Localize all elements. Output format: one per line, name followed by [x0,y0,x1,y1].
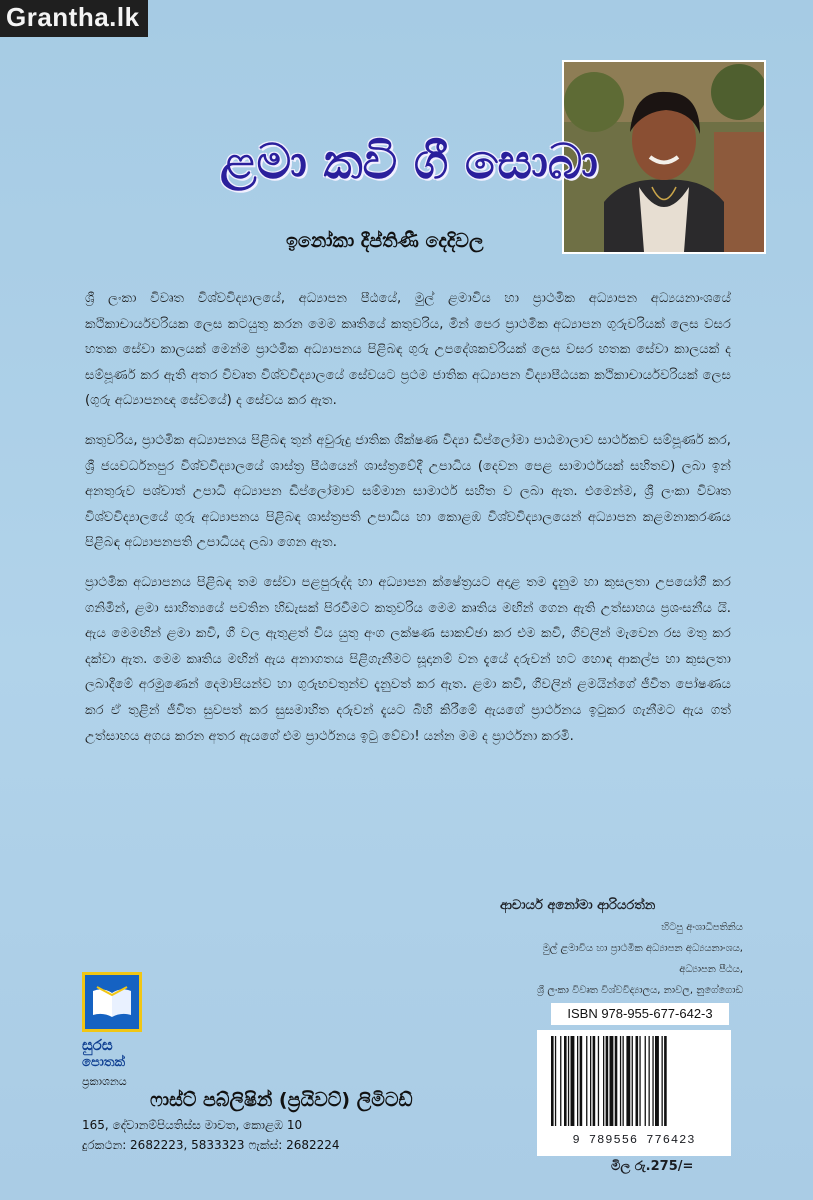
book-author: ඉනෝකා දීප්තිණී දෙදිවල [286,230,484,252]
publisher-name: ෆාස්ට් පබ්ලිෂින් (ප්‍රයිවට්) ලිමිටඩ් [150,1089,413,1111]
signatory-faculty: අධ්‍යාපන පීඨය, [679,964,743,975]
signatory-university: ශ්‍රී ලංකා විවෘත විශ්වවිද්‍යාලය, නාවල, නුගේගොඩ [537,985,743,996]
publisher-brand-line2: පොතක් [82,1055,126,1070]
signatory-name: ආචාර්ය අනෝමා ආරියරත්න [500,898,656,913]
publisher-label: ප්‍රකාශනය [82,1075,127,1088]
signatory-title: හිටපු අංශාධිපතිනිය [661,922,743,933]
barcode-number: 9 789556 776423 [572,1133,696,1147]
signatory-department: මුල් ළමාවිය හා ප්‍රාථමික අධ්‍යාපන අධ්‍යයනාංශය, [542,943,743,954]
price: මිල රු.275/= [611,1159,694,1174]
publisher-address: 165, දේවානම්පියතිස්ස මාවත, කොළඹ 10 [82,1118,303,1132]
publisher-brand-line1: සුරස [82,1036,113,1054]
publisher-phone: දුරකථන: 2682223, 5833323 ෆැක්ස්: 2682224 [82,1138,340,1152]
blurb [85,286,731,763]
blurb-paragraph: ශ්‍රී ලංකා විවෘත විශ්වවිද්‍යාලයේ, අධ්‍යාපන පීඨයේ, මුල් ළමාවිය හා ප්‍රාථමික අධ්‍යාපන අධ්‍යයනාංශයේ කථිකාචාර්යවරියක ලෙස කටයුතු කරන මෙම කෘතියේ කතුවරිය, මින් පෙර ප්‍රාථමික අධ්‍යාපන ගුරුවරියක් ලෙස වසර හතක සේවා කාලයක් මෙන්ම ප්‍රාථමික අධ්‍යාපනය පිළිබඳ ගුරු උපදේශකවරියක් ලෙස වසර හතක සේවා කාලයක් ද සම්පූර්ණ කර ඇති අතර විවෘත විශ්වවිද්‍යාලයේ සේවයට ප්‍රථම ජාතික අධ්‍යාපන විද්‍යාපීඨයක කථිකාචාර්යවරියක් ලෙස (ගුරු අධ්‍යාපනඥ සේවයේ) ද සේවය කර ඇත. [85,291,731,409]
blurb-paragraph: ප්‍රාථමික අධ්‍යාපනය පිළිබඳ තම සේවා පළපුරුද්ද හා අධ්‍යාපන ක්ෂේත්‍රයට අදාළ තම දැනුම හා කුසලතා උපයෝගී කර ගනිමින්, ළමා සාහිත්‍යයේ පවතින හිඩැසක් පිරවීමට කතුවරිය මෙම කෘතිය මඟින් ගෙන ඇති උත්සාහය ප්‍රශංසනීය යි. ඇය මෙමඟින් ළමා කවි, ගී වල ඇතුළත් විය යුතු අංග ලක්ෂණ සාකච්ඡා කර එම කවි, ගීවලින් මැවෙන රස මතු කර දක්වා ඇත. මෙම කෘතිය මඟින් ඇය අනාගතය පිළිගැනීමට සූදානම් වන දැයේ දරුවන් හට හොඳ ආකල්ප හා කුසලතා ලබාදීමේ අරමුණෙන් දෙමාපියන්ව හා ගුරුභවතුන්ව දැනුවත් කර ඇත. ළමා කවි, ගීවලින් ළමයින්ගේ ජීවිත පෝෂණය කර ඒ තුළින් ජීවිත සුවපත් කර සුසමාහිත දරුවන් දැයට බිහි කිරීමේ ඇයගේ ප්‍රාර්ථනය ඉටුකර ගැනීමට ඇය ගත් උත්සාහය අගය කරන අතර ඇයගේ එම ප්‍රාර්ථනය ඉටු වේවා! යන්න මම ද ප්‍රාර්ථනා කරමි. [85,574,731,744]
blurb-paragraph: කතුවරිය, ප්‍රාථමික අධ්‍යාපනය පිළිබඳ තුන් අවුරුදු ජාතික ශික්ෂණ විද්‍යා ඩිප්ලෝමා පාඨමාලාව සාර්ථකව සම්පූර්ණ කර, ශ්‍රී ජයවර්ධනපුර විශ්වවිද්‍යාලයේ ශාස්ත්‍ර පීඨයෙන් ශාස්ත්‍රවේදී උපාධිය (දෙවන පෙළ සාමාර්ථයක් සහිතව) ලබා ඉන් අනතුරුව පශ්චාත් උපාධි අධ්‍යාපන ඩිප්ලෝමාව සම්මාන සාමාර්ථ සහිත ව ලබා ඇත. එමෙන්ම, ශ්‍රී ලංකා විවෘත විශ්වවිද්‍යාලයේ ගුරු අධ්‍යාපනය පිළිබඳ ශාස්ත්‍රපති උපාධිය හා කොළඹ විශ්වවිද්‍යාලයෙන් අධ්‍යාපන කළමනාකරණය පිළිබඳ අධ්‍යාපනපති උපාධියද ලබා ගෙන ඇත. [85,432,731,551]
isbn-label: ISBN 978-955-677-642-3 [551,1003,729,1025]
book-title: ළමා කවි ගී සොබා [220,134,598,190]
site-watermark: Grantha.lk [0,0,148,37]
publisher-book-icon [82,972,142,1032]
